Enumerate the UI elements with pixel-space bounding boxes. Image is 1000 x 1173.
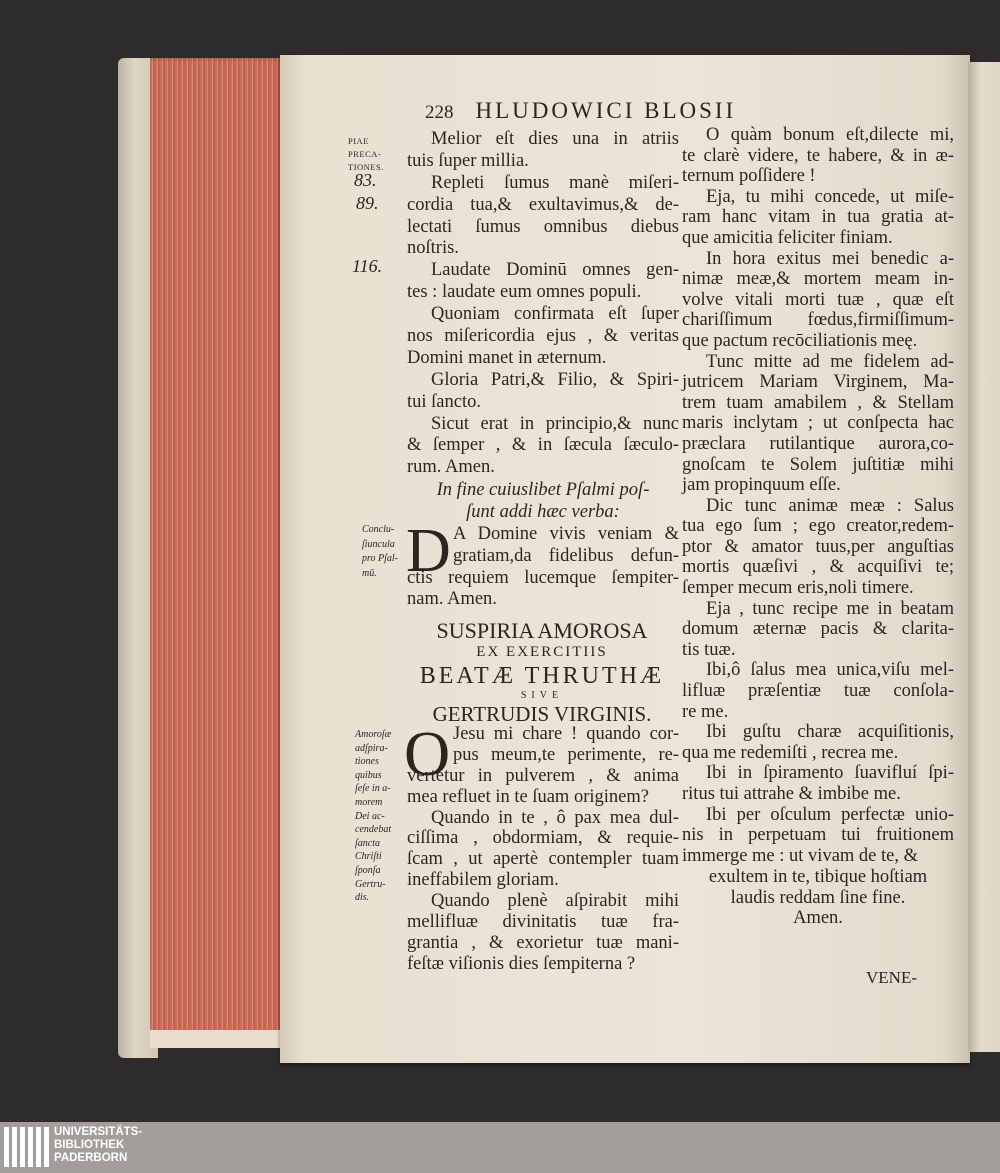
running-header <box>425 98 736 124</box>
text-line: feſtæ viſionis dies ſempiterna ? <box>407 953 636 974</box>
library-logo-icon <box>4 1127 49 1167</box>
text-line: Ibi,ô ſalus mea unica,viſu mel- <box>706 660 954 681</box>
text-line: pro Pſal- <box>362 553 399 564</box>
title-line-5: GERTRUDIS VIRGINIS. <box>432 702 652 726</box>
psalm-ref: 83. <box>354 170 377 190</box>
text-line: tui ſancto. <box>407 391 481 412</box>
facing-page-edge <box>968 62 1000 1052</box>
closing-prayer <box>407 524 679 611</box>
text-line: jutricem Mariam Virginem, Ma- <box>682 372 954 393</box>
text-line: te clarè videre, te habere, & in æ- <box>682 145 954 166</box>
text-line: ptor & amator tuus,per anguſtias <box>682 536 954 557</box>
margin-note-conclusion <box>362 523 398 581</box>
text-line: que pactum recōciliationis meę. <box>682 330 918 351</box>
text-line: tua ego ſum ; ego creator,redem- <box>682 516 954 537</box>
text-line: nam. Amen. <box>407 589 497 610</box>
text-line: & ſemper , & in ſæcula ſæculo- <box>407 435 679 456</box>
text-line: Quando plenè aſpirabit mihi <box>431 891 679 912</box>
text-line: quibus <box>355 769 382 781</box>
text-line: Laudate Dominū omnes gen- <box>431 260 679 281</box>
text-line: ſponſa <box>355 864 381 876</box>
page-number: 228 <box>425 102 454 123</box>
text-line: ſeſe in a- <box>355 783 391 795</box>
text-line: laudis reddam ſine fine. <box>730 887 906 908</box>
text-line: cendebat <box>355 824 392 836</box>
left-column-psalms <box>407 129 679 479</box>
text-line: ternum poſſidere ! <box>682 166 816 187</box>
text-line: Amen. <box>793 908 843 929</box>
title-line-1: SUSPIRIA AMOROSA <box>436 618 648 643</box>
text-line: ſemper mecum eris,noli timere. <box>682 578 914 599</box>
text-line: Quando in te , ô pax mea dul- <box>431 807 679 828</box>
text-line: ciſſima , obdormiam, & requie- <box>407 828 679 849</box>
text-line: In hora exitus mei benedic a- <box>706 248 954 269</box>
text-line: dis. <box>355 892 370 904</box>
text-line: mū. <box>362 567 377 579</box>
title-line-4: SIVE <box>520 690 564 701</box>
red-page-edges <box>150 58 282 1048</box>
text-line: PIAE <box>348 136 369 146</box>
right-column-text <box>682 125 954 866</box>
text-line: Ibi per oſculum perfectæ unio- <box>706 804 954 825</box>
text-line: ſcam , ut apertè contempler tuam <box>407 849 679 870</box>
text-line: tiones <box>355 756 379 768</box>
text-line: lifluæ præſentiæ tuæ conſola- <box>682 681 954 702</box>
text-line: mellifluæ divinitatis tuæ fra- <box>407 912 679 933</box>
text-line: tuis ſuper millia. <box>407 150 529 171</box>
text-line: Gertru- <box>355 878 386 890</box>
text-line: Conclu- <box>362 524 395 535</box>
text-line: Ibi in ſpiramento ſuavifluí ſpi- <box>706 763 954 784</box>
psalm-ref: 89. <box>356 193 379 213</box>
text-line: PRECA- <box>348 149 382 159</box>
text-line: chariſſimum fœdus,firmiſſimum- <box>682 310 954 331</box>
text-line: que amicitia feliciter finiam. <box>682 227 893 248</box>
text-line: adſpira- <box>355 742 388 754</box>
text-line: ſunt addi hæc verba: <box>466 502 620 522</box>
text-line: ſiuncula <box>362 538 395 550</box>
text-line: nis in perpetuam tui fruitionem <box>682 825 954 846</box>
text-line: morem <box>355 796 383 808</box>
text-line: gratiam,da fidelibus defun- <box>453 545 679 566</box>
text-line: qua me redemiſti , recrea me. <box>682 742 899 763</box>
text-line: lectati ſumus omnibus diebus <box>407 216 679 237</box>
text-line: ritus tui attrahe & imbibe me. <box>682 784 901 804</box>
text-line: gnoſcam te Solem juſtitiæ mihi <box>682 454 954 475</box>
text-line: TIONES. <box>348 162 384 172</box>
text-line: Melior eſt dies una in atriis <box>431 129 679 149</box>
closing-lines <box>682 867 954 929</box>
text-line: re me. <box>682 701 729 722</box>
text-line: Ibi guſtu charæ acquiſitionis, <box>706 722 954 743</box>
text-line: Domini manet in æternum. <box>407 347 607 368</box>
psalm-ref: 116. <box>352 256 383 276</box>
text-line: Sicut erat in principio,& nunc <box>431 413 679 434</box>
text-line: Jesu mi chare ! quando cor- <box>453 724 679 744</box>
text-line: volve vitali morti tuæ , quæ eſt <box>682 289 954 310</box>
text-line: ineffabilem gloriam. <box>407 870 559 891</box>
text-line: ſancta <box>355 837 380 849</box>
logo-line: PADERBORN <box>54 1152 128 1164</box>
suspiria-text <box>407 724 679 975</box>
margin-section-label <box>348 135 384 174</box>
text-line: Quoniam confirmata eſt ſuper <box>431 304 679 325</box>
drop-cap-o: O <box>404 718 451 789</box>
library-footer-bar <box>0 1122 1000 1173</box>
text-line: exultem in te, tibique hoſtiam <box>708 867 928 887</box>
logo-line: BIBLIOTHEK <box>54 1139 125 1151</box>
text-line: ctis requiem lucemque ſempiter- <box>407 567 679 588</box>
text-line: Gloria Patri,& Filio, & Spiri- <box>431 369 679 390</box>
text-line: vertetur in pulverem , & anima <box>407 765 679 786</box>
text-line: mea refluet in te ſuam originem? <box>407 786 649 807</box>
text-line: In fine cuiuslibet Pſalmi poſ- <box>436 480 650 500</box>
page-block-bottom <box>150 1030 280 1048</box>
text-line: ram hanc vitam in tua gratia at- <box>682 207 954 228</box>
text-line: Chriſti <box>355 851 382 863</box>
drop-cap-d: D <box>406 517 451 585</box>
text-line: pus meum,te perimente, re- <box>453 744 679 765</box>
text-line: Repleti ſumus manè miſeri- <box>431 172 679 193</box>
text-line: O quàm bonum eſt,dilecte mi, <box>706 125 954 145</box>
text-line: tis tuæ. <box>682 639 736 660</box>
text-line: immerge me : ut vivam de te, & <box>682 845 918 866</box>
text-line: noſtris. <box>407 238 459 259</box>
margin-note-amorosae <box>355 728 391 905</box>
running-title: HLUDOWICI BLOSII <box>475 98 737 123</box>
text-line: jam propinquum eſſe. <box>682 475 841 496</box>
text-line: Amoroſæ <box>355 729 392 740</box>
text-line: tes : laudate eum omnes populi. <box>407 282 642 303</box>
text-line: præclara rutilantique aurora,co- <box>682 433 954 454</box>
catchword: VENE- <box>866 968 917 987</box>
text-line: maris inclytam ; ut conſpecta hac <box>682 413 954 434</box>
text-line: domum æternæ pacis & clarita- <box>682 619 954 640</box>
text-line: nimæ meæ,& mortem meam in- <box>682 269 954 290</box>
logo-line: UNIVERSITÄTS- <box>54 1126 143 1138</box>
text-line: Dic tunc animæ meæ : Salus <box>706 495 954 516</box>
library-logo-text <box>54 1126 142 1165</box>
text-line: mortis quæſivi , & acquiſivi te; <box>682 557 954 578</box>
text-line: rum. Amen. <box>407 457 495 478</box>
text-line: nos miſericordia ejus , & veritas <box>407 326 679 347</box>
text-line: cordia tua,& exultavimus,& de- <box>407 194 679 215</box>
text-line: trem tuam amabilem , & Stellam <box>682 392 954 413</box>
text-line: Tunc mitte ad me fidelem ad- <box>706 351 954 372</box>
text-line: Eja, tu mihi concede, ut miſe- <box>706 186 954 207</box>
title-line-2: EX EXERCITIIS <box>476 644 608 660</box>
text-line: Eja , tunc recipe me in beatam <box>706 598 954 619</box>
text-line: A Domine vivis veniam & <box>453 524 679 544</box>
title-line-3: BEATÆ THRUTHÆ <box>419 663 665 689</box>
text-line: grantia , & exorietur tuæ mani- <box>407 932 679 953</box>
text-line: Dei ac- <box>355 810 385 822</box>
